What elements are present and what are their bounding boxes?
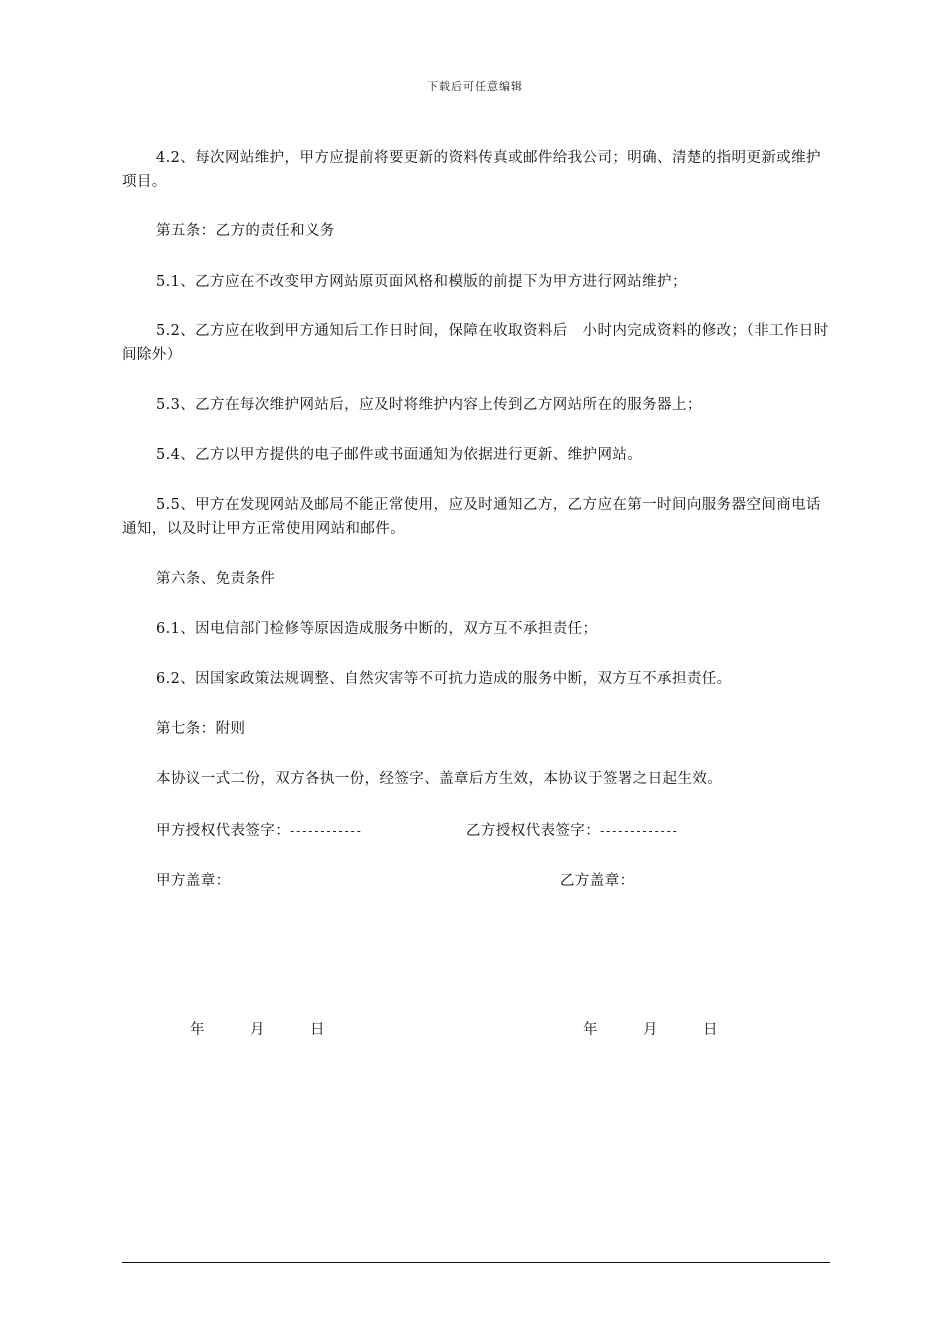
- party-b-seal: 乙方盖章：: [560, 873, 635, 889]
- party-b-date-month: 月: [643, 1022, 658, 1038]
- clause-5-5: 5.5、甲方在发现网站及邮局不能正常使用，应及时通知乙方，乙方应在第一时间向服务器空间商电话通知，以及时让甲方正常使用网站和邮件。: [122, 497, 821, 537]
- party-b-signature: [466, 819, 679, 840]
- clause-6-1: 6.1、因电信部门检修等原因造成服务中断的，双方互不承担责任；: [156, 621, 598, 637]
- party-a-signature: [156, 819, 363, 840]
- clause-4-2: 4.2、每次网站维护，甲方应提前将要更新的资料传真或邮件给我公司；明确、清楚的指明更新或维护项目。: [122, 150, 821, 190]
- party-b-signature-label: 乙方授权代表签字：: [466, 823, 601, 839]
- party-a-signature-line: ------------: [290, 824, 363, 838]
- clause-5-3: 5.3、乙方在每次维护网站后，应及时将维护内容上传到乙方网站所在的服务器上；: [156, 397, 702, 413]
- page-header: 下载后可任意编辑: [427, 80, 523, 93]
- clause-5-2: 5.2、乙方应在收到甲方通知后工作日时间，保障在收取资料后 小时内完成资料的修改；（非工作日时间除外）: [122, 323, 829, 363]
- party-b-date: [583, 1018, 718, 1039]
- party-a-date: [190, 1018, 325, 1039]
- section-5-title: 第五条：乙方的责任和义务: [156, 223, 335, 239]
- party-a-seal: 甲方盖章：: [156, 873, 231, 889]
- agreement-effective-text: 本协议一式二份，双方各执一份，经签字、盖章后方生效，本协议于签署之日起生效。: [156, 771, 723, 787]
- party-a-signature-label: 甲方授权代表签字：: [156, 823, 291, 839]
- footer-divider: [122, 1262, 830, 1263]
- clause-6-2: 6.2、因国家政策法规调整、自然灾害等不可抗力造成的服务中断，双方互不承担责任。: [156, 671, 732, 687]
- party-a-date-year: 年: [190, 1022, 205, 1038]
- clause-5-4: 5.4、乙方以甲方提供的电子邮件或书面通知为依据进行更新、维护网站。: [156, 447, 643, 463]
- section-6-title: 第六条、免责条件: [156, 571, 276, 587]
- section-7-title: 第七条：附则: [156, 721, 246, 737]
- party-a-date-month: 月: [250, 1022, 265, 1038]
- party-a-date-day: 日: [310, 1022, 325, 1038]
- party-b-signature-line: -------------: [600, 824, 679, 838]
- clause-5-1: 5.1、乙方应在不改变甲方网站原页面风格和模版的前提下为甲方进行网站维护；: [156, 274, 687, 290]
- party-b-date-year: 年: [583, 1022, 598, 1038]
- party-b-date-day: 日: [703, 1022, 718, 1038]
